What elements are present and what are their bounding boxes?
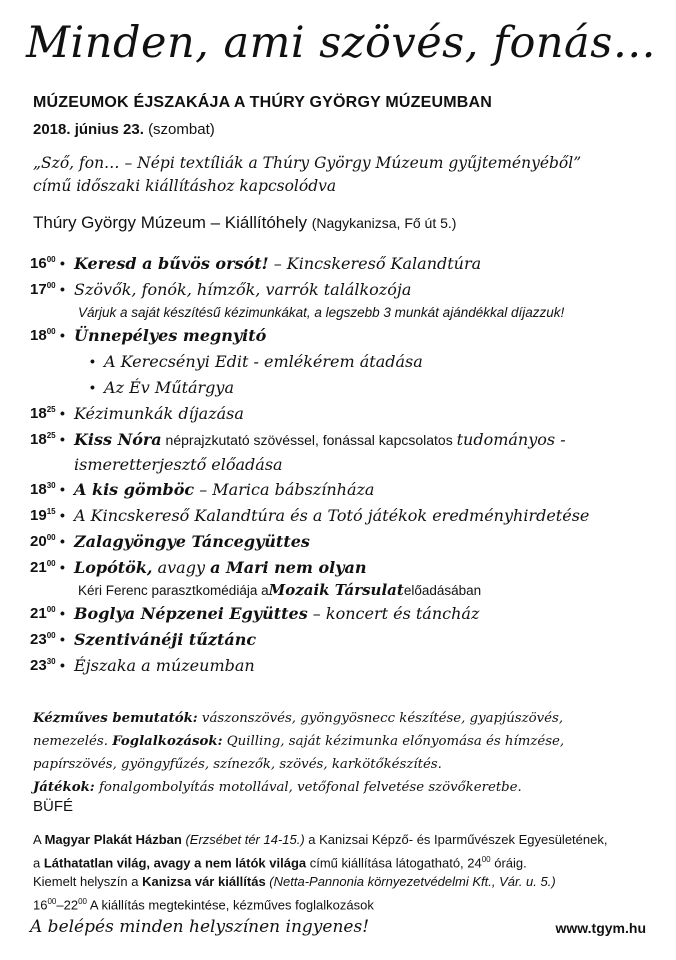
event-date <box>33 121 215 138</box>
program-title: Az Év Műtárgya <box>104 377 234 397</box>
bullet-icon: • <box>90 353 95 369</box>
bullet-icon: • <box>90 379 95 395</box>
program-item <box>30 652 670 678</box>
program-item <box>30 600 670 626</box>
program-time: $17^{00}$ <box>30 280 56 298</box>
quote-line-2: című időszaki kiállításhoz kapcsolódva <box>33 177 337 195</box>
crafts-line: papírszövés, gyöngyfűzés, színezők, szövés, karkötőkészítés. <box>33 757 442 772</box>
program-time: $21^{00}$ <box>30 558 56 576</box>
program-subitem <box>30 374 670 400</box>
program-title: Szövők, fonók, hímzők, varrók találkozója <box>74 279 412 299</box>
program-time: $18^{25}$ <box>30 430 56 448</box>
venue-address: (Nagykanizsa, Fő út 5.) <box>311 215 457 231</box>
program-time: $18^{30}$ <box>30 480 56 498</box>
venue <box>33 213 456 233</box>
program-time: $20^{00}$ <box>30 532 56 550</box>
program-time: $23^{30}$ <box>30 656 56 674</box>
program-title: ismeretterjesztő előadása <box>74 454 283 474</box>
program-title: Ünnepélyes megnyitó <box>74 325 267 345</box>
program-item <box>30 276 670 302</box>
info-line: Kiemelt helyszín a Kanizsa vár kiállítás (Netta-Pannonia környezetvédelmi Kft., Vár. u. 5.) <box>33 874 556 890</box>
website-link[interactable]: www.tgym.hu <box>555 920 646 936</box>
bullet-icon: • <box>60 255 65 271</box>
crafts-line: Kézműves bemutatók: vászonszövés, gyöngyösnecc készítése, gyapjúszövés, <box>33 711 564 726</box>
bullet-icon: • <box>60 481 65 497</box>
info-line: a Láthatatlan világ, avagy a nem látók világa című kiállítása látogatható, $24^{00}$ óráig. <box>33 854 527 870</box>
program-time: $21^{00}$ <box>30 604 56 622</box>
bullet-icon: • <box>60 605 65 621</box>
bullet-icon: • <box>60 631 65 647</box>
program-subitem <box>30 348 670 374</box>
program-item <box>30 626 670 652</box>
program-note: Várjuk a saját készítésű kézimunkákat, a legszebb 3 munkát ajándékkal díjazzuk! <box>78 304 565 320</box>
program-item <box>30 502 670 528</box>
crafts-line: Játékok: fonalgombolyítás motollával, vetőfonal felvetése szövőkeretbe. <box>33 780 522 795</box>
bullet-icon: • <box>60 559 65 575</box>
program-item <box>30 426 670 452</box>
program-title: A Kerecsényi Edit - emlékérem átadása <box>104 351 423 371</box>
program-time: $19^{15}$ <box>30 506 56 524</box>
quote-line-1: „Sző, fon… – Népi textíliák a Thúry György Múzeum gyűjteményéből” <box>33 154 582 172</box>
program-time: $18^{00}$ <box>30 326 56 344</box>
event-day: (szombat) <box>148 121 215 138</box>
venue-name: Thúry György Múzeum – Kiállítóhely <box>33 213 307 232</box>
event-subtitle: MÚZEUMOK ÉJSZAKÁJA A THÚRY GYÖRGY MÚZEUMBAN <box>33 94 492 111</box>
program-title: Kiss Nóra néprajzkutató szövéssel, fonással kapcsolatos tudományos - <box>74 429 566 449</box>
program-title: Boglya Népzenei Együttes – koncert és táncház <box>74 603 480 623</box>
bullet-icon: • <box>60 405 65 421</box>
program-item <box>30 554 670 580</box>
program-time: $18^{25}$ <box>30 404 56 422</box>
program-title: Kézimunkák díjazása <box>74 403 244 423</box>
bullet-icon: • <box>60 327 65 343</box>
program-item <box>30 250 670 276</box>
program-time: $16^{00}$ <box>30 254 56 272</box>
bullet-icon: • <box>60 507 65 523</box>
program-list <box>30 250 670 678</box>
program-title: Szentivánéji tűztánc <box>74 629 257 649</box>
program-title: Zalagyöngye Táncegyüttes <box>74 531 310 551</box>
program-title: A Kincskereső Kalandtúra és a Totó játékok eredményhirdetése <box>74 505 590 525</box>
program-title: A kis gömböc – Marica bábszínháza <box>74 479 375 499</box>
program-item <box>30 400 670 426</box>
exhibition-quote <box>33 152 663 198</box>
bullet-icon: • <box>60 281 65 297</box>
bullet-icon: • <box>60 533 65 549</box>
program-time: $23^{00}$ <box>30 630 56 648</box>
event-date-value: 2018. június 23. <box>33 121 144 138</box>
program-item <box>30 322 670 348</box>
crafts-line: nemezelés. Foglalkozások: Quilling, saját kézimunka előnyomása és hímzése, <box>33 734 565 749</box>
program-title: Keresd a bűvös orsót! – Kincskereső Kalandtúra <box>74 253 482 273</box>
bullet-icon: • <box>60 657 65 673</box>
info-section <box>33 830 663 915</box>
program-item <box>30 528 670 554</box>
free-entry-note: A belépés minden helyszínen ingyenes! <box>30 917 370 937</box>
info-line: A Magyar Plakát Házban (Erzsébet tér 14-15.) a Kanizsai Képző- és Iparművészek Egyesületének, <box>33 832 608 847</box>
program-title: Lopótök, avagy a Mari nem olyan <box>74 557 367 577</box>
program-item <box>30 476 670 502</box>
program-continuation <box>30 452 670 476</box>
program-title: Éjszaka a múzeumban <box>74 655 255 675</box>
buffet-label: BÜFÉ <box>33 798 74 815</box>
info-line: $16^{00}-22^{00}$ A kiállítás megtekintése, kézműves foglalkozások <box>33 896 374 913</box>
poster-title: Minden, ami szövés, fonás… <box>26 18 657 68</box>
bullet-icon: • <box>60 431 65 447</box>
program-note: Kéri Ferenc parasztkomédiája a Mozaik Társulat előadásában <box>78 581 482 599</box>
crafts-section <box>33 707 663 799</box>
